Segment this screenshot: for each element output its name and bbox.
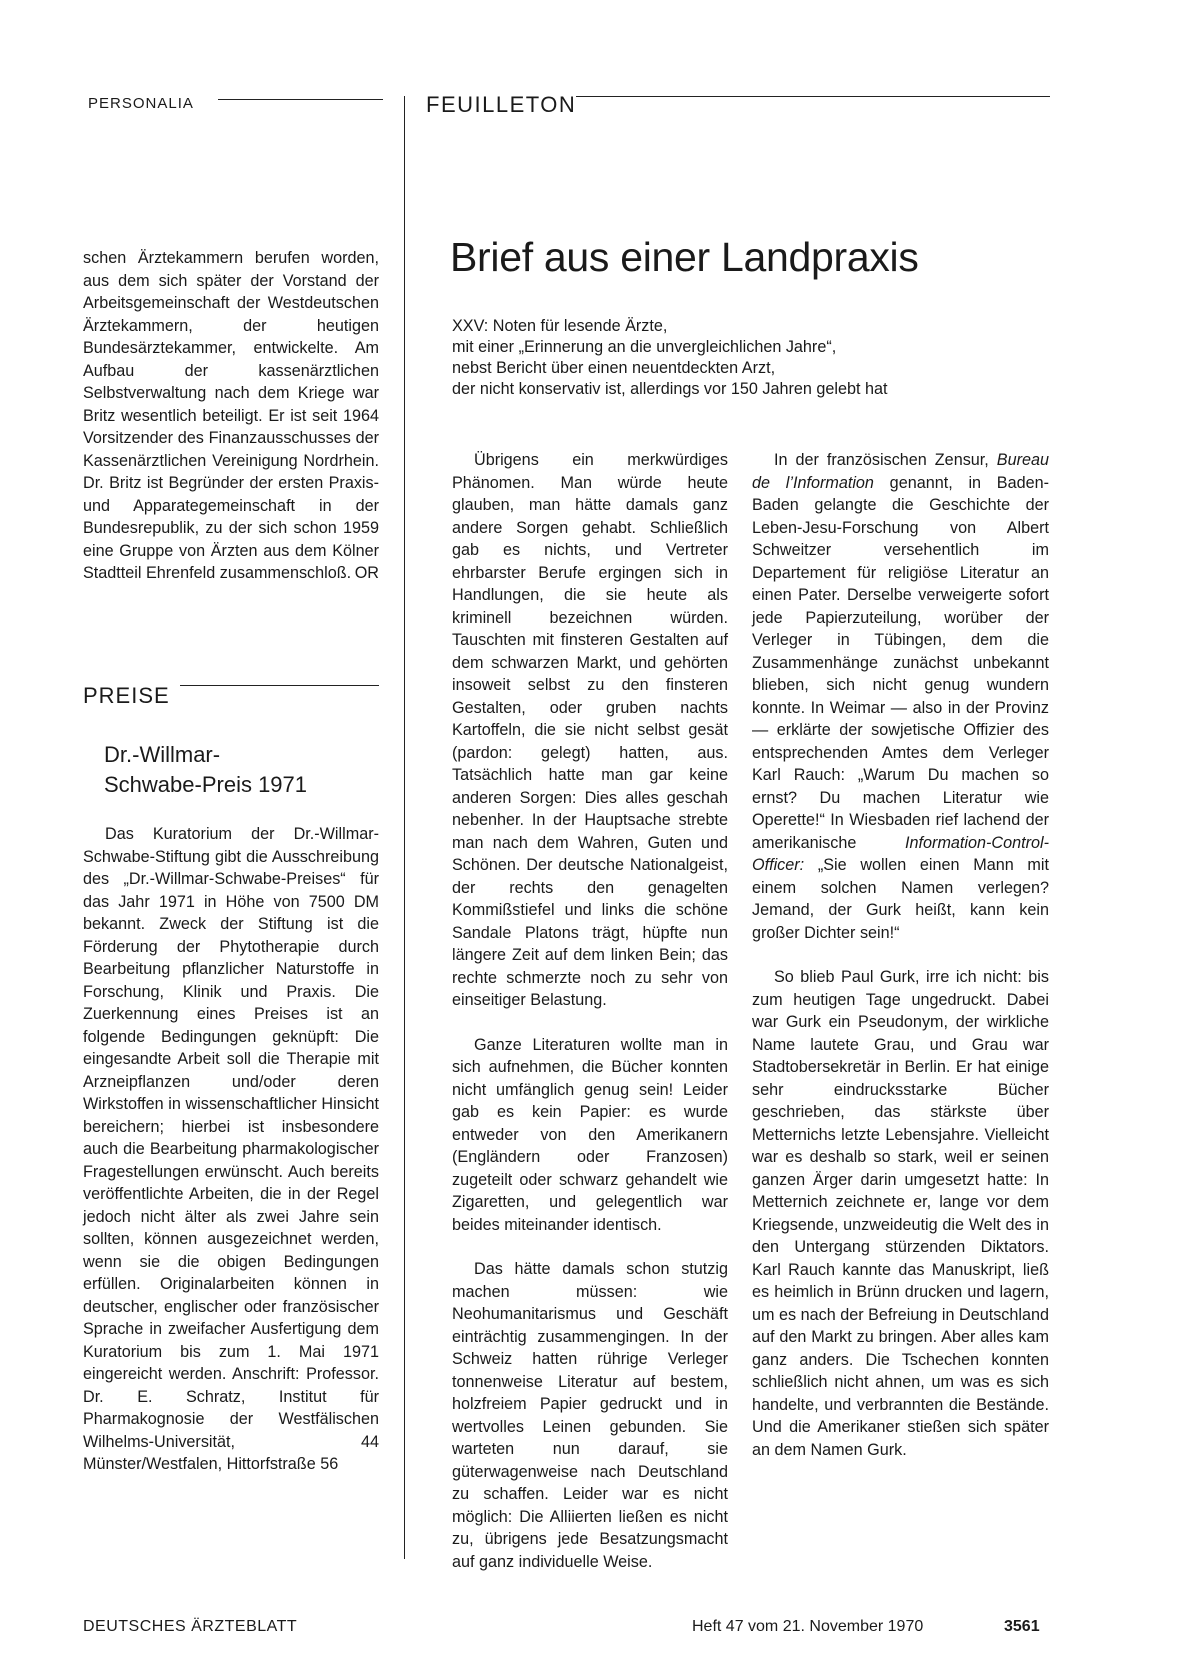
- header-rule-right: [576, 96, 1050, 97]
- feuilleton-column-2: [752, 449, 1049, 1461]
- subtitle-line-4: der nicht konservativ ist, allerdings vor 150 Jahren gelebt hat: [452, 380, 888, 398]
- feuilleton-column-1: [452, 449, 728, 1573]
- personalia-text: [83, 247, 379, 585]
- section-label-personalia: PERSONALIA: [88, 95, 194, 112]
- subtitle-line-3: nebst Bericht über einen neuentdeckten Arzt,: [452, 359, 776, 377]
- column-divider: [404, 96, 405, 1559]
- feuilleton-col2-paragraph: So blieb Paul Gurk, irre ich nicht: bis zum heutigen Tage ungedruckt. Dabei war Gurk ein Pseudonym, der wirkliche Name lautete Grau, und Grau war Stadtobersekretär in Berlin. Er hat einige sehr eindrucksstarke Bücher geschrieben, das stärkste über Metternichs letzte Lebensjahre. Vielleicht war es deshalb so stark, weil er seinen ganzen Ärger darin umgesetzt hatte: In Metternich zeichnete er, lange vor dem Kriegsende, unzweideutig die Welt des in den Untergang stürzenden Diktators. Karl Rauch kannte das Manuskript, ließ es heimlich in Brünn drucken und lagern, um es nach der Befreiung in Deutschland auf den Markt zu bringen. Aber alles kam ganz anders. Die Tschechen konnten schließlich nicht ahnen, um was es sich handelte, und verbrannten die Bestände. Und die Amerikaner stießen sich später an dem Namen Gurk.: [752, 968, 1049, 1459]
- preise-rule: [180, 685, 379, 686]
- personalia-paragraph: schen Ärztekammern berufen worden, aus dem sich später der Vorstand der Arbeitsgemeinschaft der Westdeutschen Ärztekammern, der heutigen Bundesärztekammer, entwickelte. Am Aufbau der kassenärztlichen Selbstverwaltung nach dem Kriege war Britz wesentlich beteiligt. Er ist seit 1964 Vorsitzender des Finanzausschusses der Kassenärztlichen Vereinigung Nordrhein. Dr. Britz ist Begründer der ersten Praxis- und Apparategemeinschaft in der Bundesrepublik, zu der sich schon 1959 eine Gruppe von Ärzten aus dem Kölner Stadtteil Ehrenfeld zusammenschloß.: [83, 249, 379, 582]
- subtitle-line-1: XXV: Noten für lesende Ärzte,: [452, 317, 668, 335]
- text-run: genannt, in Baden-Baden gelangte die Geschichte der Leben-Jesu-Forschung von Albert Schweitzer versehentlich im Departement für religiöse Literatur an einen Pater. Derselbe verweigerte sofort jede Papierzuteilung, worüber der Verleger in Tübingen, dem die Zusammenhänge zunächst unbekannt blieben, sich nicht genug wundern konnte. In Weimar — also in der Provinz — erklärte der sowjetische Offizier des entsprechenden Amtes dem Verleger Karl Rauch: „Warum Du machen so ernst? Du machen Literatur wie Operette!“ In Wiesbaden rief lachend der amerikanische: [752, 473, 1049, 852]
- section-label-preise: PREISE: [83, 683, 170, 708]
- feuilleton-col1-paragraph: Das hätte damals schon stutzig machen müssen: wie Neohumanitarismus und Geschäft einträchtig zusammengingen. In der Schweiz hatten rührige Verleger tonnenweise Literatur auf bestem, holzfreiem Papier gedruckt und in wertvolles Leinen gebunden. Sie warteten nun darauf, sie güterwagenweise nach Deutschland zu schaffen. Leider war es nicht möglich: Die Alliierten ließen es nicht zu, übrigens jede Besatzungsmacht auf ganz individuelle Weise.: [452, 1260, 728, 1571]
- subtitle-line-2: mit einer „Erinnerung an die unvergleichlichen Jahre“,: [452, 338, 837, 356]
- preise-title-line2: Schwabe-Preis 1971: [104, 772, 308, 797]
- preise-title-line1: Dr.-Willmar-: [104, 742, 221, 767]
- preise-paragraph: Das Kuratorium der Dr.-Willmar-Schwabe-Stiftung gibt die Ausschreibung des „Dr.-Willmar-Schwabe-Preises“ für das Jahr 1971 in Höhe von 7500 DM bekannt. Zweck der Stiftung ist die Förderung der Phytotherapie durch Bearbeitung pflanzlicher Naturstoffe in Forschung, Klinik und Praxis. Die Zuerkennung eines Preises ist an folgende Bedingungen geknüpft: Die eingesandte Arbeit soll die Therapie mit Arzneipflanzen und/oder deren Wirkstoffen in wissenschaftlicher Hinsicht bereichern; hierbei ist insbesondere auch die Bearbeitung pharmakologischer Fragestellungen erwünscht. Auch bereits veröffentlichte Arbeiten, die in der Regel jedoch nicht älter als zwei Jahre sein sollten, können ausgezeichnet werden, wenn sie die obigen Bedingungen erfüllen. Originalarbeiten können in deutscher, englischer oder französischer Sprache in zweifacher Ausfertigung dem Kuratorium bis zum 1. Mai 1971 eingereicht werden. Anschrift: Professor. Dr. E. Schratz, Institut für Pharmakognosie der Westfälischen Wilhelms-Universität, 44 Münster/Westfalen, Hittorfstraße 56: [83, 825, 379, 1473]
- text-run: „Sie wollen einen Mann mit einem solchen Namen verlegen? Jemand, der Gurk heißt, kann kein großer Dichter sein!“: [752, 856, 1049, 942]
- section-label-feuilleton: FEUILLETON: [426, 92, 577, 117]
- feuilleton-col2-paragraph: [752, 449, 1049, 944]
- personalia-signature: OR: [354, 564, 379, 582]
- page-number: 3561: [1004, 1618, 1040, 1635]
- header-rule-left: [218, 99, 383, 100]
- preise-text: [83, 823, 379, 1476]
- article-subtitle: [452, 316, 888, 400]
- text-run: In der französischen Zensur,: [774, 451, 997, 469]
- article-headline: Brief aus einer Landpraxis: [450, 234, 919, 280]
- footer-journal: DEUTSCHES ÄRZTEBLATT: [83, 1618, 298, 1635]
- footer-issue: Heft 47 vom 21. November 1970: [692, 1618, 924, 1635]
- italic-run: Information-Control-Officer:: [752, 833, 1049, 874]
- feuilleton-col1-paragraph: Übrigens ein merkwürdiges Phänomen. Man würde heute glauben, man hätte damals ganz andere Sorgen gehabt. Schließlich gab es nichts, und Vertreter ehrbarster Berufe ergingen sich in Handlungen, die sie heute als kriminell bezeichnen würden. Tauschten mit finsteren Gestalten auf dem schwarzen Markt, und gehörten insoweit selbst zu den finsteren Gestalten, oder gruben nachts Kartoffeln, die sie nicht selbst gesät (pardon: gelegt) hatten, aus. Tatsächlich hatte man gar keine anderen Sorgen: Dies alles geschah nebenher. In der Hauptsache strebte man nach dem Wahren, Guten und Schönen. Der deutsche Nationalgeist, der rechts den genagelten Kommißstiefel und links die schöne Sandale Platons trägt, hüpfte nun längere Zeit auf dem linken Bein; das rechte schmerzte noch zu sehr von einseitiger Belastung.: [452, 451, 728, 1009]
- italic-run: Bureau de l’Information: [752, 451, 1049, 492]
- feuilleton-col1-paragraph: Ganze Literaturen wollte man in sich aufnehmen, die Bücher konnten nicht umfänglich genug sein! Leider gab es kein Papier: es wurde entweder von den Amerikanern (Engländern oder Franzosen) zugeteilt oder schwarz gehandelt wie Zigaretten, und gelegentlich war beides miteinander identisch.: [452, 1035, 728, 1234]
- preise-title: [104, 740, 307, 800]
